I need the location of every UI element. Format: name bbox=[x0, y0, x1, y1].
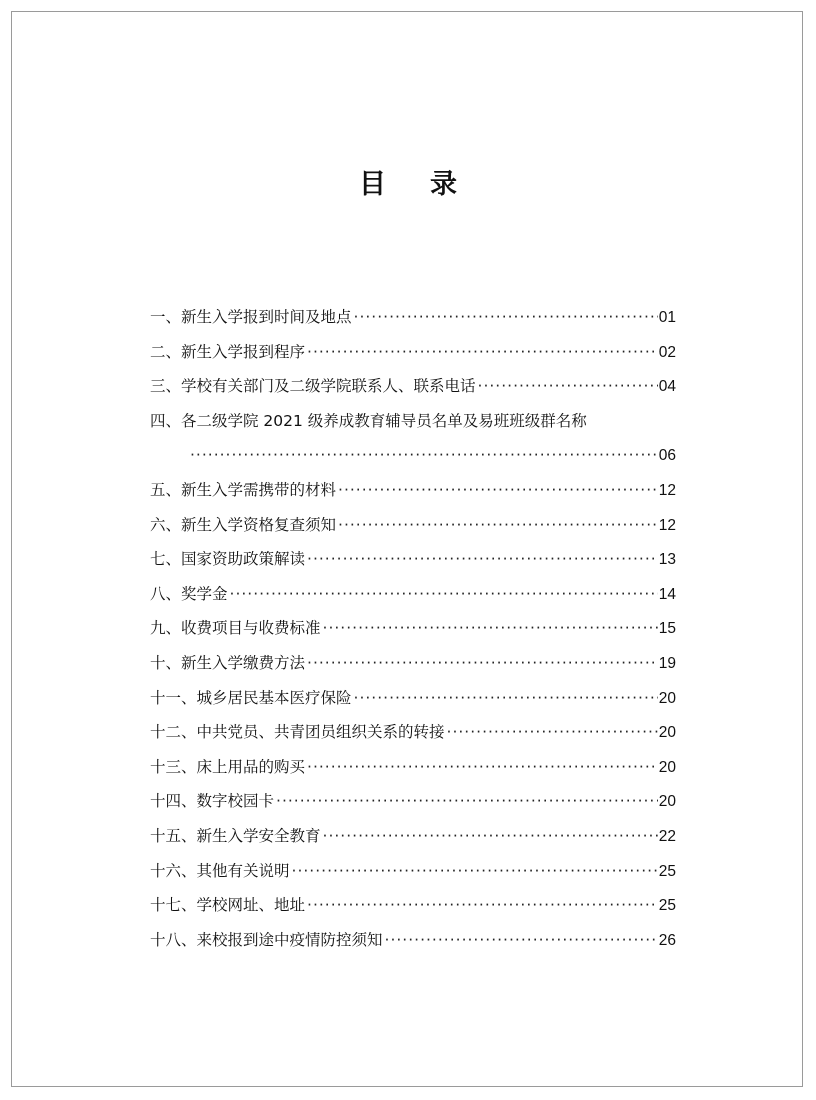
toc-entry-label: 七、国家资助政策解读 bbox=[150, 550, 306, 569]
dot-leader bbox=[354, 681, 658, 716]
dot-leader bbox=[230, 577, 658, 612]
toc-entry-label: 八、奖学金 bbox=[150, 584, 228, 603]
toc-entry-label: 十一、城乡居民基本医疗保险 bbox=[150, 688, 352, 707]
dot-leader bbox=[338, 473, 658, 508]
toc-entry[interactable] bbox=[150, 646, 676, 681]
toc-title-char-1: 目 bbox=[359, 169, 386, 200]
toc-entry[interactable] bbox=[150, 577, 676, 612]
toc-title bbox=[0, 167, 816, 203]
toc-entry-page: 14 bbox=[658, 585, 676, 603]
toc-entry[interactable] bbox=[150, 335, 676, 370]
toc-entry-continuation[interactable] bbox=[150, 438, 676, 473]
toc-entry-label: 十三、床上用品的购买 bbox=[150, 757, 306, 776]
toc-entry-page: 22 bbox=[658, 827, 676, 845]
toc-entry-label: 二、新生入学报到程序 bbox=[150, 342, 306, 361]
toc-entry-page: 12 bbox=[658, 516, 676, 534]
dot-leader bbox=[292, 854, 658, 889]
toc-entry-page: 20 bbox=[658, 724, 676, 742]
toc-entry-label: 六、新生入学资格复查须知 bbox=[150, 515, 337, 534]
toc-entry[interactable] bbox=[150, 681, 676, 716]
toc-entry-page: 06 bbox=[658, 447, 676, 465]
toc-entry-label: 十六、其他有关说明 bbox=[150, 861, 290, 880]
toc-entry-page: 12 bbox=[658, 481, 676, 499]
toc-entry-label: 十、新生入学缴费方法 bbox=[150, 653, 306, 672]
toc-entry-page: 25 bbox=[658, 897, 676, 915]
dot-leader bbox=[478, 369, 658, 404]
dot-leader bbox=[354, 300, 658, 335]
toc-entry-page: 19 bbox=[658, 654, 676, 672]
dot-leader bbox=[307, 335, 658, 370]
toc-entry-label: 十二、中共党员、共青团员组织关系的转接 bbox=[150, 723, 445, 742]
toc-entry-label: 十四、数字校园卡 bbox=[150, 792, 275, 811]
toc-entry[interactable] bbox=[150, 784, 676, 819]
toc-entry[interactable] bbox=[150, 923, 676, 958]
toc-entry-label: 五、新生入学需携带的材料 bbox=[150, 480, 337, 499]
dot-leader bbox=[323, 819, 658, 854]
toc-entry-label: 九、收费项目与收费标准 bbox=[150, 619, 321, 638]
toc-entry[interactable] bbox=[150, 888, 676, 923]
dot-leader bbox=[190, 438, 658, 473]
toc-title-char-2: 录 bbox=[430, 169, 457, 200]
toc-entry-page: 20 bbox=[658, 689, 676, 707]
toc-entry-label: 三、学校有关部门及二级学院联系人、联系电话 bbox=[150, 377, 476, 396]
toc-entry-page: 15 bbox=[658, 620, 676, 638]
toc-entry[interactable] bbox=[150, 300, 676, 335]
dot-leader bbox=[338, 508, 658, 543]
toc-entry-page: 04 bbox=[658, 378, 676, 396]
toc-entry[interactable] bbox=[150, 611, 676, 646]
toc-entry[interactable] bbox=[150, 819, 676, 854]
toc-entry-label: 十七、学校网址、地址 bbox=[150, 896, 306, 915]
dot-leader bbox=[447, 715, 658, 750]
toc-entry[interactable] bbox=[150, 369, 676, 404]
toc-entry[interactable] bbox=[150, 854, 676, 889]
toc-entry[interactable] bbox=[150, 473, 676, 508]
toc-entry-label: 四、各二级学院 2021 级养成教育辅导员名单及易班班级群名称 bbox=[150, 411, 587, 430]
toc-entry-page: 26 bbox=[658, 931, 676, 949]
toc-entry-page: 13 bbox=[658, 551, 676, 569]
toc-entry-label: 十八、来校报到途中疫情防控须知 bbox=[150, 930, 383, 949]
toc-entry[interactable] bbox=[150, 542, 676, 577]
toc-entry[interactable] bbox=[150, 750, 676, 785]
dot-leader bbox=[307, 542, 658, 577]
toc-entry[interactable] bbox=[150, 508, 676, 543]
dot-leader bbox=[307, 646, 658, 681]
toc-entry-label: 十五、新生入学安全教育 bbox=[150, 826, 321, 845]
toc-entry-page: 20 bbox=[658, 758, 676, 776]
toc-entry[interactable] bbox=[150, 404, 676, 439]
toc-entry-page: 20 bbox=[658, 793, 676, 811]
dot-leader bbox=[385, 923, 658, 958]
dot-leader bbox=[307, 750, 658, 785]
dot-leader bbox=[323, 611, 658, 646]
toc-entry-label: 一、新生入学报到时间及地点 bbox=[150, 308, 352, 326]
toc-entry-page: 02 bbox=[658, 343, 676, 361]
dot-leader bbox=[276, 784, 658, 819]
toc-entry-page: 01 bbox=[658, 309, 676, 326]
dot-leader bbox=[307, 888, 658, 923]
toc-entry[interactable] bbox=[150, 715, 676, 750]
toc-entry-page: 25 bbox=[658, 862, 676, 880]
toc-list bbox=[150, 300, 676, 957]
